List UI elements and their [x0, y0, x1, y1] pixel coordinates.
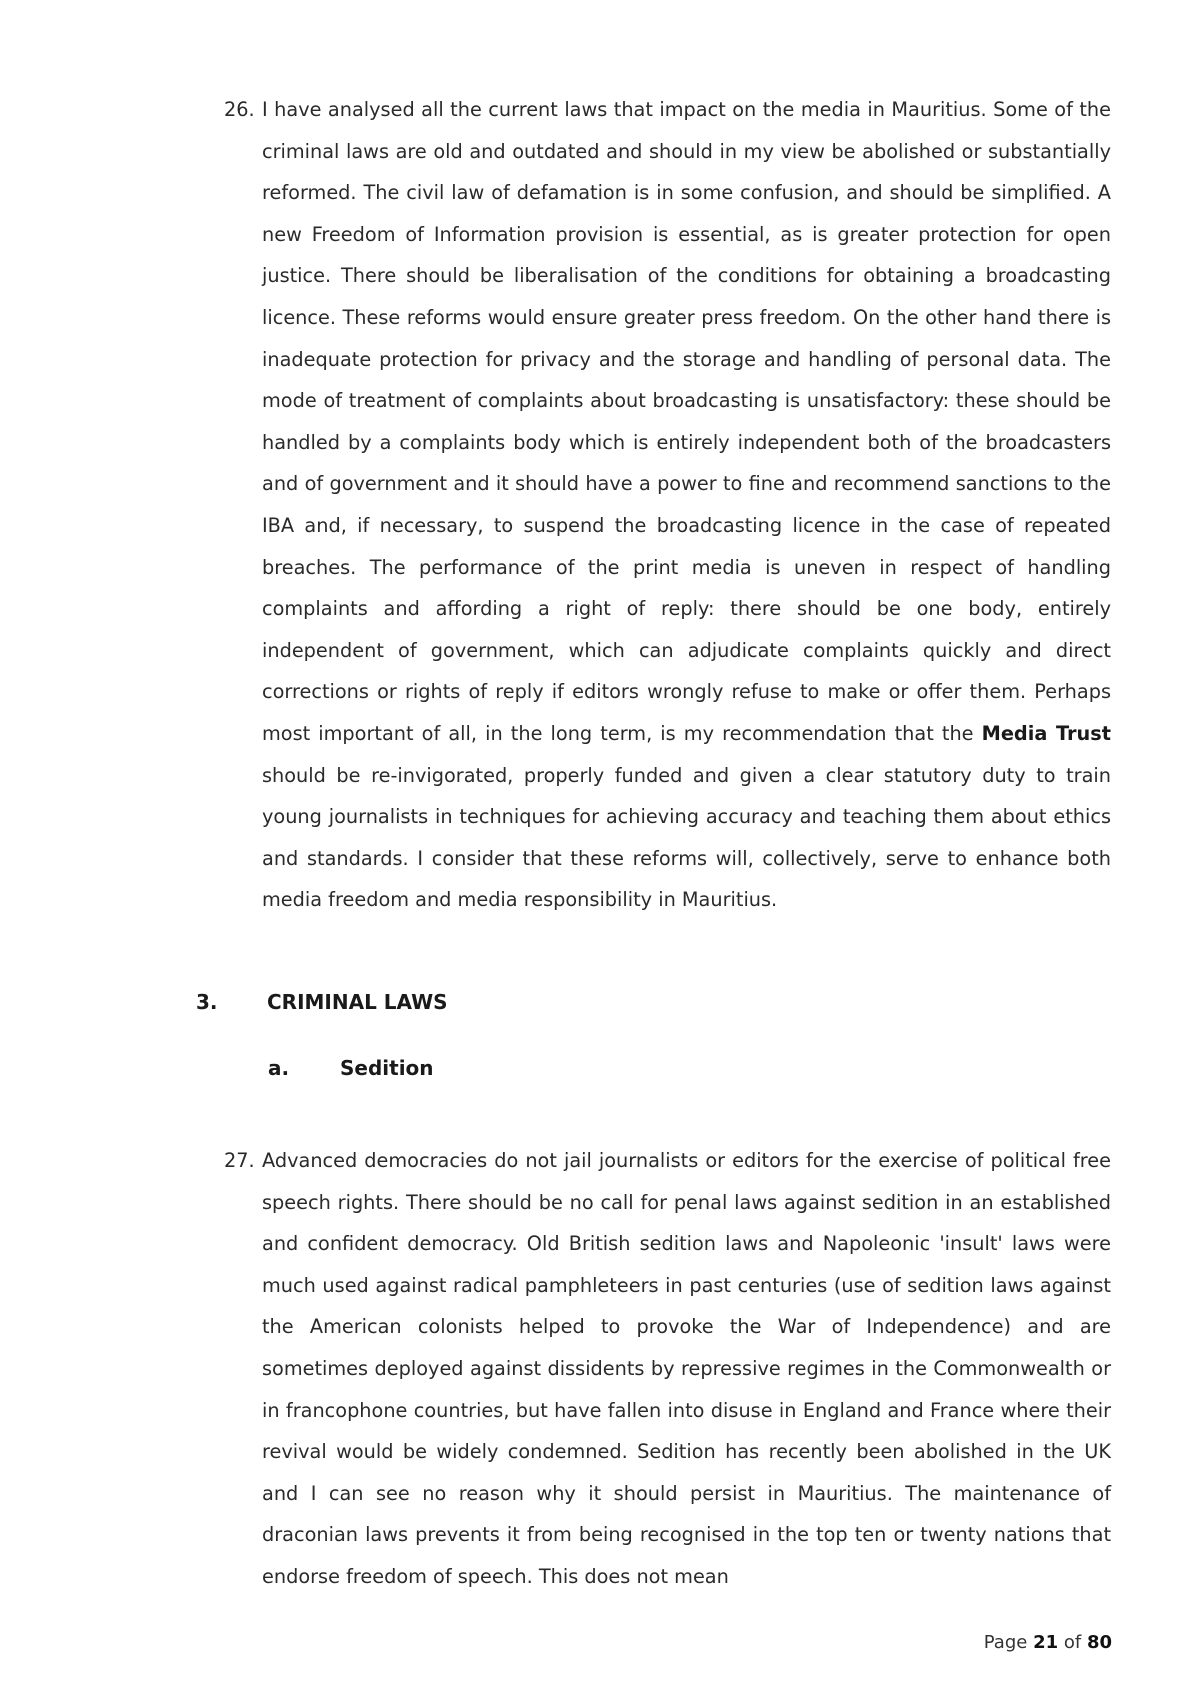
subsection-letter: a. [268, 1056, 290, 1080]
paragraph-number: 27. [224, 1149, 255, 1172]
section-title: CRIMINAL LAWS [267, 990, 448, 1014]
media-trust-emphasis: Media Trust [981, 721, 1111, 745]
paragraph-text: Advanced democracies do not jail journalists or editors for the exercise of political free speech rights. There should be no call for penal laws against sedition in an established and confident democracy. Old British sedition laws and Napoleonic 'insult' laws were much used against radical pamphleteers in past centuries (use of sedition laws against the American colonists helped to provoke the War of Independence) and are sometimes deployed against dissidents by repressive regimes in the Commonwealth or in francophone countries, but have fallen into disuse in England and France where their revival would be widely condemned. Sedition has recently been abolished in the UK and I can see no reason why it should persist in Mauritius. The maintenance of draconian laws prevents it from being recognised in the top ten or twenty nations that endorse freedom of speech. This does not mean [262, 1149, 1111, 1588]
paragraph-26 [224, 89, 1111, 921]
paragraph-text [262, 89, 1111, 921]
paragraph-text-part: I have analysed all the current laws that impact on the media in Mauritius. Some of the criminal laws are old and outdated and should in my view be abolished or substantially reformed. The civil law of defamation is in some confusion, and should be simplified. A new Freedom of Information provision is essential, as is greater protection for open justice. There should be liberalisation of the conditions for obtaining a broadcasting licence. These reforms would ensure greater press freedom. On the other hand there is inadequate protection for privacy and the storage and handling of personal data. The mode of treatment of complaints about broadcasting is unsatisfactory: these should be handled by a complaints body which is entirely independent both of the broadcasters and of government and it should have a power to fine and recommend sanctions to the IBA and, if necessary, to suspend the broadcasting licence in the case of repeated breaches. The performance of the print media is uneven in respect of handling complaints and affording a right of reply: there should be one body, entirely independent of government, which can adjudicate complaints quickly and direct corrections or rights of reply if editors wrongly refuse to make or offer them. Perhaps most important of all, in the long term, is my recommendation that the [262, 98, 1111, 745]
page-number-footer [984, 1632, 1112, 1653]
paragraph-text-part: should be re-invigorated, properly funded and given a clear statutory duty to train young journalists in techniques for achieving accuracy and teaching them about ethics and standards. I consider that these reforms will, collectively, serve to enhance both media freedom and media responsibility in Mauritius. [262, 763, 1111, 912]
footer-prefix: Page [983, 1632, 1034, 1653]
total-page-count: 80 [1086, 1632, 1112, 1653]
footer-middle: of [1058, 1632, 1087, 1653]
paragraph-number: 26. [224, 98, 255, 121]
subsection-title: Sedition [340, 1056, 434, 1080]
current-page-number: 21 [1033, 1632, 1059, 1653]
section-number: 3. [196, 990, 218, 1014]
paragraph-27 [224, 1140, 1111, 1598]
